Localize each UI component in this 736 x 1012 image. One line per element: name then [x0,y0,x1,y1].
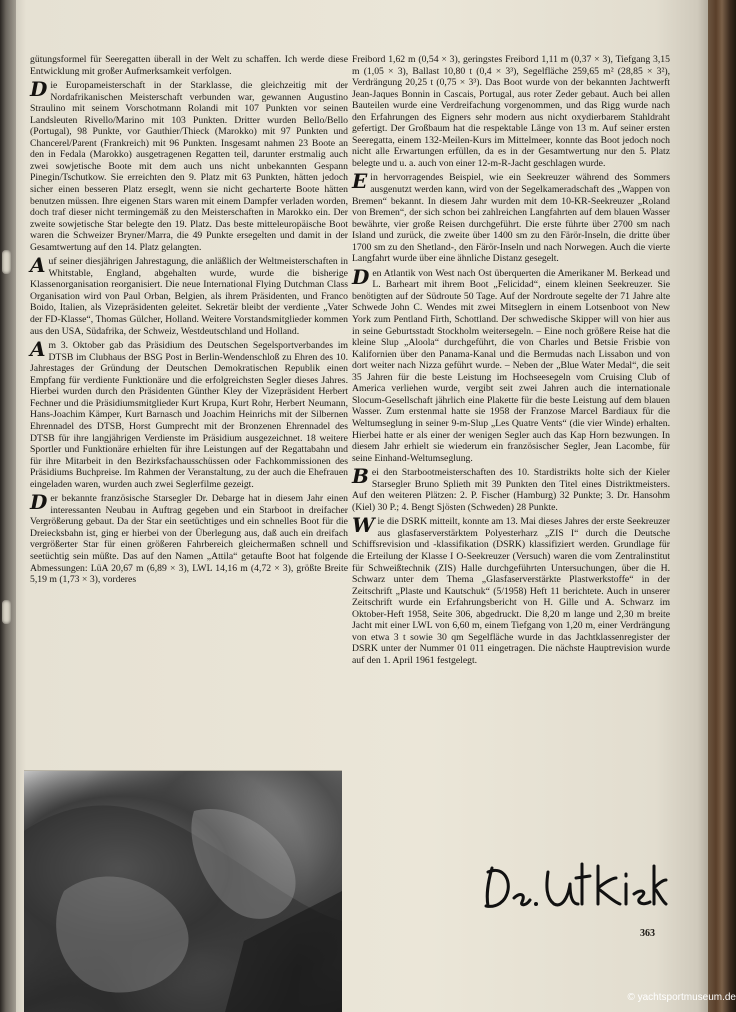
article-paragraph [352,464,670,513]
drop-cap: A [30,337,46,362]
drop-cap: A [30,253,46,278]
article-paragraph [30,77,348,253]
drop-cap: W [352,513,375,538]
page-binding [0,0,16,1012]
right-text-column [352,54,670,666]
drop-cap: D [352,264,370,289]
drop-cap: B [352,464,369,489]
paragraph-text: uf seiner diesjährigen Jahrestagung, die anläßlich der Weltmeisterschaften in Whitstable, England, abgehalten wurde, wurde die bisherige Klassenorganisation reorganisiert. Die neue International Flying Dutchman Class Organisation wird von Paul Orban, Belgien, als ihrem Präsidenten, und Franco Boido, Italien, als Vizepräsidenten geleitet. Sekretär bleibt der verdiente „Vater der FD-Klasse“, Thomas Gülcher, Holland. Weitere Vorstandsmitglieder kommen aus den USA, Südafrika, der Schweiz, Westdeutschland und Holland. [30,256,348,337]
article-paragraph [352,54,670,169]
watermark: © yachtsportmuseum.de [627,992,736,1003]
signature-drawing [478,858,668,914]
paragraph-text: ie Europameisterschaft in der Starklasse, die gleichzeitig mit der Nordafrikanischen Meisterschaft verbunden war, gewannen Augustino Straulino mit seinem Vorschotmann Rolandi mit 107 Punkten vor seinen Landsleuten Rivello/Marino mit 103 Punkten. Dritter wurden Bello/Bello (Portugal), 98 Punkte, vor Gauthier/Thieck (Marokko) mit 97 Punkten und Chancerel/Parent (Frankreich) mit 96 Punkten. Insgesamt nahmen 23 Boote an den in Fedala (Marokko) ausgetragenen Regatten teil, darunter erstmalig auch zwei sowjetische Boote mit dem auch uns nicht unbekannten Gespann Pinegin/Tschutkow. Sie erreichten den 9. Platz mit 63 Punkten, hätten jedoch sicher einen besseren Platz erseglt, wenn sie nicht gecharterte Boote hätten benutzen müssen. Ihre eigenen Stars waren mit einem Dampfer verladen worden, doch traf dieser nicht termingemäß zu den Meisterschaften in Marokko ein. Der zweite sowjetische Star belegte den 19. Platz. Das beste mitteleuropäische Boot waren die Schweizer Bryner/Marra, die 49 Punkte ersegelten und damit in der Gesamtwertung auf den 14. Platz gelangten. [30,80,348,253]
paragraph-text: ei den Starbootmeisterschaften des 10. Stardistrikts holte sich der Kieler Starsegler Bruno Splieth mit 39 Punkten den Titel eines Distriktmeisters. Auf den weiteren Plätzen: 2. P. Fischer (Hamburg) 32 Punkte; 3. Dr. Hansohm (Kiel) 30 P.; 4. Bengt Sjösten (Schweden) 28 Punkte. [352,467,670,513]
paragraph-text: m 3. Oktober gab das Präsidium des Deutschen Segelsportverbandes im DTSB im Clubhaus der BSG Post in Berlin-Wendenschloß zu Ehren des 10. Jahrestages der Gründung der Deutschen Demokratischen Republik einen Empfang für verdiente Funktionäre und die erfolgreichsten Segler dieses Jahres. Hierbei wurden durch den Präsidenten Günther Kley der Vizepräsident Herbert Fechner und die Präsidiumsmitglieder Kurt Krupa, Kurt Rohr, Herbert Neumann, Hans-Joachim Kämper, Kurt Barnasch und Joachim Heinrichs mit der Silbernen Ehrennadel des DTSB, Horst Gumprecht mit der Bronzenen Ehrennadel des DTSB für ihre langjährigen Verdienste im Präsidium ausgezeichnet. 18 weitere Sportler und Funktionäre erhielten für ihre Leistungen auf der Regattabahn und für ihre Mitarbeit in den Bezirksfachausschüssen oder Fachkommissionen des Präsidiums Buchpreise. Im Rahmen der Veranstaltung, zu der auch die Ehefrauen eingeladen waren, wurden auch zwei Seglerfilme gezeigt. [30,340,348,490]
article-paragraph [30,253,348,337]
next-page-edge [708,0,736,1012]
paragraph-text: er bekannte französische Starsegler Dr. Debarge hat in diesem Jahr einen interessanten Neubau in Auftrag gegeben und ein Starboot in dreifacher Vergrößerung gebaut. Da der Star ein seetüchtiges und ein schnelles Boot für die Dreiecksbahn ist, ging er hierbei von der Überlegung aus, daß auch ein dreifach vergrößerter Star für einen größeren Fahrbereich gleichermaßen schnell und seetüchtig sein müßte. Das auf den Namen „Attila“ getaufte Boot hat folgende Abmessungen: LüA 20,67 m (6,89 × 3), LWL 14,16 m (4,72 × 3), größte Breite 5,19 m (1,73 × 3), vorderes [30,493,348,586]
binding-mark [2,250,11,274]
drop-cap: E [352,169,368,194]
binding-mark [2,600,11,624]
drop-cap: D [30,77,48,102]
paragraph-text: in hervorragendes Beispiel, wie ein Seekreuzer während des Sommers ausgenutzt werden kann, wird von der Segelkameradschaft des „Wappen von Bremen“ bekannt. In diesem Jahr wurden mit dem 10-KR-Seekreuzer „Roland von Bremen“, der sich schon bei zahlreichen Langfahrten auf dem blauen Wasser bewährte, vier große Reisen durchgeführt. Die erste führte über 2700 sm nach Island und zurück, die zweite über 1400 sm zu den Färör-Inseln, die dritte über 1700 sm zu den Shetland-, den Färör-Inseln und nach Norwegen. Auch die vierte Langfahrt wurde über eine ähnliche Distanz gesegelt. [352,172,670,265]
article-paragraph [352,169,670,265]
left-text-column [30,54,348,586]
article-paragraph [352,264,670,464]
article-paragraph [30,490,348,586]
paragraph-text: ie die DSRK mitteilt, konnte am 13. Mai dieses Jahres der erste Seekreuzer aus glasfaserverstärktem Polyesterharz „ZIS I“ durch die Deutsche Schiffsrevision und -klassifikation (DSRK) klassifiziert werden. Grundlage für die Erteilung der Klasse I O-Seekreuzer (Versuch) waren die vom Zentralinstitut für Schweißtechnik (ZIS) Halle durchgeführten Untersuchungen, über die H. Schwarz unter dem Thema „Glasfaserverstärkte Plastwerkstoffe“ in der Zeitschrift „Plaste und Kautschuk“ (5/1958) Heft 11 berichtete. Auch in unserer Zeitschrift wurde ein Erfahrungsbericht von H. Gille und A. Schwarz im Oktober-Heft 1958, Seite 306, abgedruckt. Die 8,20 m lange und 2,30 m breite Jacht mit einer LWL von 6,60 m, einem Tiefgang von 1,20 m, einer Verdrängung von etwa 3 t sowie 30 qm Segelfläche wurde in das Jachtklassenregister der DSRK unter der Nummer 01 011 eingetragen. Die nächste Hauptrevision wurde auf den 1. April 1961 festgelegt. [352,516,670,666]
article-paragraph [30,54,348,77]
drop-cap: D [30,490,48,515]
article-paragraph [352,513,670,666]
paragraph-text: gütungsformel für Seeregatten überall in der Welt zu schaffen. Ich werde diese Entwicklung mit großer Aufmerksamkeit verfolgen. [30,54,348,77]
author-signature [478,858,668,914]
paragraph-text: Freibord 1,62 m (0,54 × 3), geringstes Freibord 1,11 m (0,37 × 3), Tiefgang 3,15 m (1,05 × 3), Ballast 10,80 t (0,4 × 3³), Segelfläche 259,65 m² (28,85 × 3²), Verdrängung 20,25 t (0,75 × 3³). Das Boot wurde von der bekannten Jachtwerft Jean-Jaques Bonnin in Cascais, Portugal, aus roter Zeder gebaut. Auch bei allen Bauteilen wurde eine Verdreifachung vorgenommen, und das Rigg wurde nach den Erfahrungen des Eigners sehr modern aus nicht oxydierbarem Stahldraht gefertigt. Der Großbaum hat die respektable Länge von 13 m. Auf seiner ersten Seeregatta, einem 132-Meilen-Kurs im Mittelmeer, konnte das Boot jedoch noch nicht alle Erwartungen erfüllen, da es in der Gesamtwertung nur den 5. Platz belegte und u. a. auch von einer 12-m-R-Jacht geschlagen wurde. [352,54,670,169]
photo-shapes [24,771,342,1012]
sailor-photo [24,770,342,1012]
article-paragraph [30,337,348,490]
page-number: 363 [640,928,655,939]
paragraph-text: en Atlantik von West nach Ost überquerten die Amerikaner M. Berkead und L. Barheart mit ihrem Boot „Felicidad“, einem kleinen Seekreuzer. Sie benötigten auf der Südroute 50 Tage. Auf der Nordroute segelte der 71 Jahre alte Schwede John C. Wendes mit zwei Mitseglern in einem Lotsenboot von New York zum Pentland Firth, Schottland. Der schwedische Skipper will von hier aus in seine Geburtsstadt Stockholm weitersegeln. – Eine noch größere Reise hat die kleine Slup „Aloola“ durchgeführt, die von Charles und Betsie Frisbie von Kalifornien über den Panama-Kanal und die Bermudas nach Lissabon und von dort weiter nach Nizza geführt wurde. – Neben der „Blue Water Medal“, die seit 35 Jahren für die beste Leistung im Hochseesegeln vom Cruising Club of America verliehen wurde, vergibt seit zwei Jahren auch die internationale Slocum-Gesellschaft jährlich eine Plakette für die beste Leistung auf dem blauen Wasser. Zum erstenmal hatte sie 1958 der Franzose Marcel Bardiaux für die Weltumseglung in seiner 9-m-Slup „Les Quatre Vents“ (die vier Winde) erhalten. Hierbei hatte er als einer der wenigen Segler auch das Kap Horn bezwungen. In diesem Jahr erhielt sie wiederum ein französischer Segler, Jean Lacombe, für seine Einhand-Weltumseglung. [352,267,670,464]
